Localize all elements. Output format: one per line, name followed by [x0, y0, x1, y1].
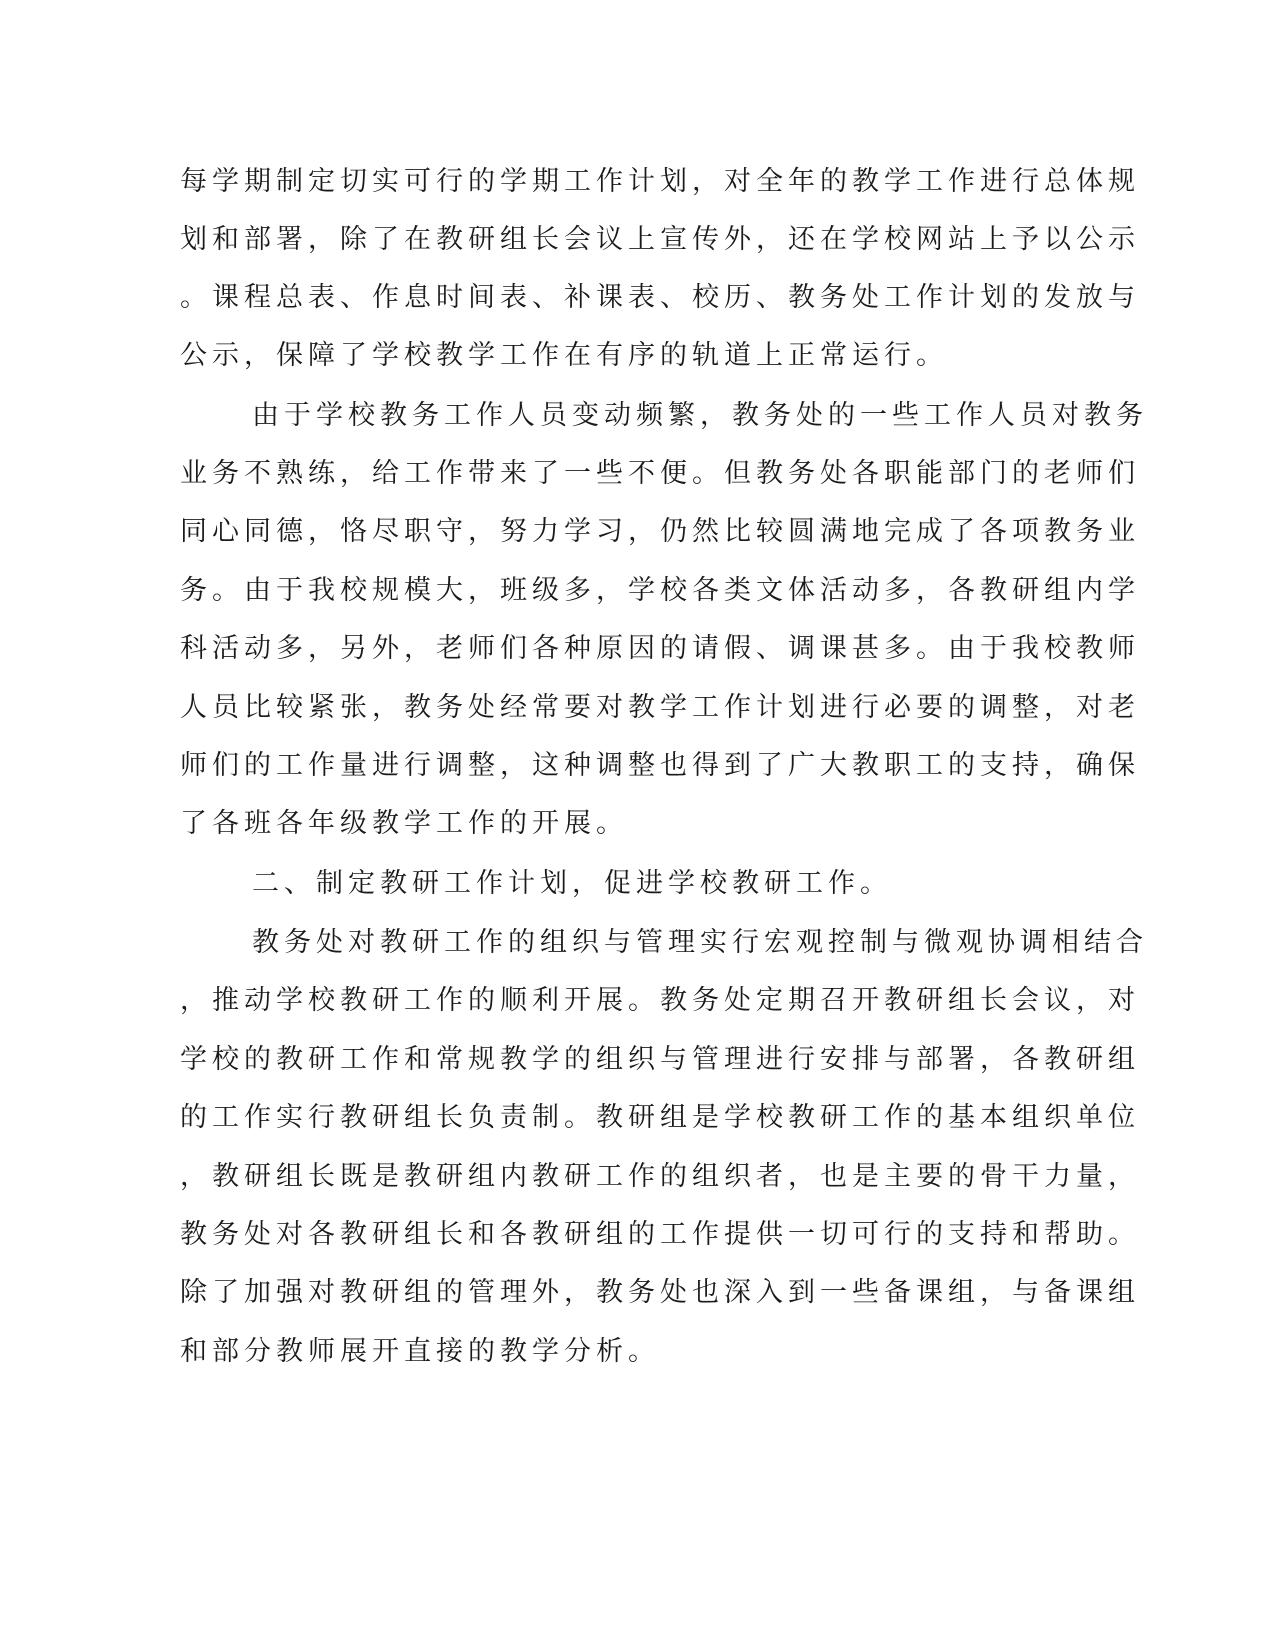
section-heading: 二、制定教研工作计划，促进学校教研工作。: [252, 868, 892, 899]
paragraph-2-line-2: 业务不熟练，给工作带来了一些不便。但教务处各职能部门的老师们: [180, 458, 1140, 489]
paragraph-3-line-2: ，推动学校教研工作的顺利开展。教务处定期召开教研组长会议，对: [180, 985, 1140, 1016]
paragraph-3-line-1: 教务处对教研工作的组织与管理实行宏观控制与微观协调相结合: [252, 927, 1148, 958]
paragraph-3-line-6: 教务处对各教研组长和各教研组的工作提供一切可行的支持和帮助。: [180, 1219, 1140, 1250]
paragraph-2-line-1: 由于学校教务工作人员变动频繁，教务处的一些工作人员对教务: [252, 400, 1148, 431]
paragraph-2-line-5: 科活动多，另外，老师们各种原因的请假、调课甚多。由于我校教师: [180, 633, 1140, 664]
paragraph-3-line-8: 和部分教师展开直接的教学分析。: [180, 1336, 660, 1367]
paragraph-3-line-4: 的工作实行教研组长负责制。教研组是学校教研工作的基本组织单位: [180, 1102, 1140, 1133]
paragraph-2-line-4: 务。由于我校规模大，班级多，学校各类文体活动多，各教研组内学: [180, 575, 1140, 606]
paragraph-1-line-1: 每学期制定切实可行的学期工作计划，对全年的教学工作进行总体规: [180, 166, 1140, 197]
paragraph-3-line-7: 除了加强对教研组的管理外，教务处也深入到一些备课组，与备课组: [180, 1277, 1140, 1308]
paragraph-2-line-8: 了各班各年级教学工作的开展。: [180, 808, 628, 839]
paragraph-2-line-7: 师们的工作量进行调整，这种调整也得到了广大教职工的支持，确保: [180, 750, 1140, 781]
paragraph-3-line-3: 学校的教研工作和常规教学的组织与管理进行安排与部署，各教研组: [180, 1044, 1140, 1075]
paragraph-1-line-4: 公示，保障了学校教学工作在有序的轨道上正常运行。: [180, 340, 948, 371]
paragraph-1-line-2: 划和部署，除了在教研组长会议上宣传外，还在学校网站上予以公示: [180, 224, 1140, 255]
paragraph-2-line-3: 同心同德，恪尽职守，努力学习，仍然比较圆满地完成了各项教务业: [180, 516, 1140, 547]
paragraph-1-line-3: 。课程总表、作息时间表、补课表、校历、教务处工作计划的发放与: [180, 282, 1140, 313]
paragraph-3-line-5: ，教研组长既是教研组内教研工作的组织者，也是主要的骨干力量，: [180, 1161, 1140, 1192]
paragraph-2-line-6: 人员比较紧张，教务处经常要对教学工作计划进行必要的调整，对老: [180, 692, 1140, 723]
